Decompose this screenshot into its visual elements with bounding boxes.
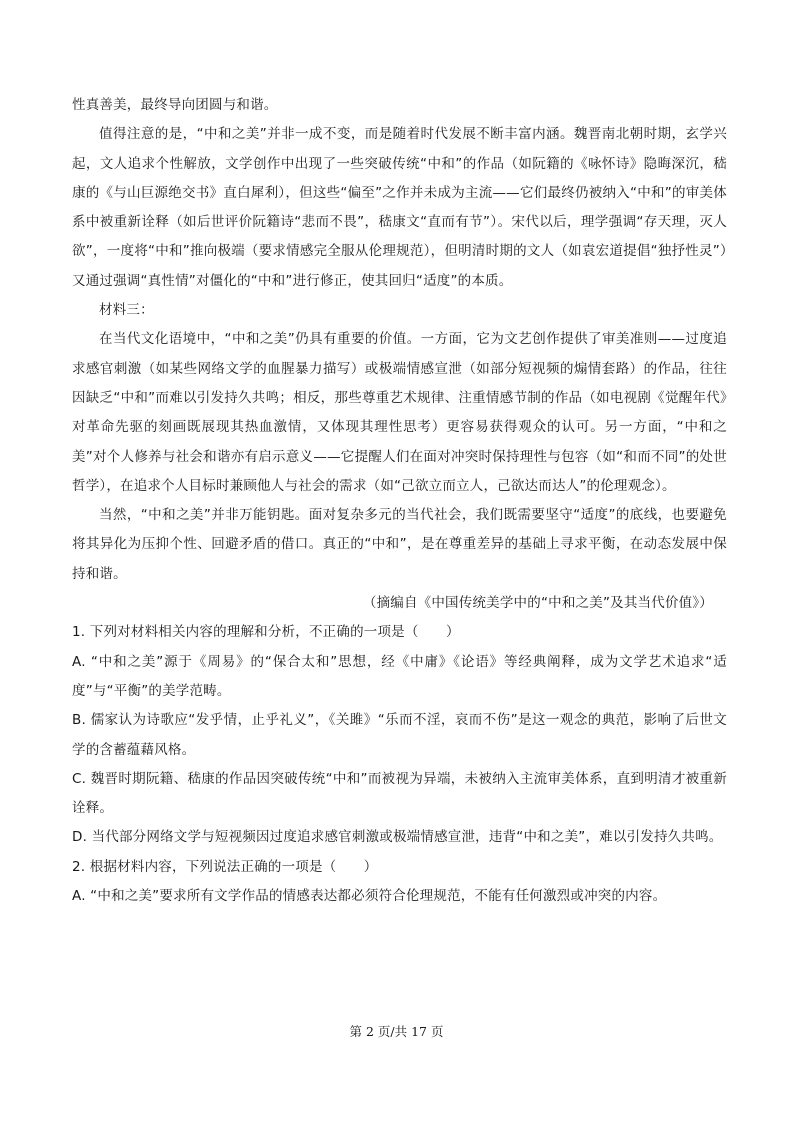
source-citation: （摘编自《中国传统美学中的“中和之美”及其当代价值》）	[362, 595, 713, 612]
paragraph-evolution: 值得注意的是，“中和之美”并非一成不变，而是随着时代发展不断丰富内涵。魏晋南北朝时期，玄学兴起，文人追求个性解放，文学创作中出现了一些突破传统“中和”的作品（如阮籍的《咏怀诗》隐晦深沉，嵇康的《与山巨源绝交书》直白犀利），但这些“偏至”之作并未成为主流——它们最终仍被纳入“中和”的审美体系中被重新诠释（如后世评价阮籍诗“悲而不畏”，嵇康文“直而有节”）。宋代以后，理学强调“存天理，灭人欲”，一度将“中和”推向极端（要求情感完全服从伦理规范），但明清时期的文人（如袁宏道提倡“独抒性灵”）又通过强调“真性情”对僵化的“中和”进行修正，使其回归“适度”的本质。	[72, 126, 727, 289]
paragraph-limitations: 当然，“中和之美”并非万能钥匙。面对复杂多元的当代社会，我们既需要坚守“适度”的底线，也要避免将其异化为压抑个性、回避矛盾的借口。真正的“中和”，是在尊重差异的基础上寻求平衡，在动态发展中保持和谐。	[72, 507, 727, 582]
question-2-option-a: A. “中和之美”要求所有文学作品的情感表达都必须符合伦理规范，不能有任何激烈或冲突的内容。	[72, 888, 667, 905]
page-number-footer: 第 2 页/共 17 页	[349, 1024, 444, 1039]
question-1-stem: 1. 下列对材料相关内容的理解和分析，不正确的一项是（ ）	[72, 624, 460, 641]
material-three-heading: 材料三：	[99, 302, 154, 319]
paragraph-continuation: 性真善美，最终导向团圆与和谐。	[72, 97, 278, 113]
question-1-option-c: C. 魏晋时期阮籍、嵇康的作品因突破传统“中和”而被视为异端，未被纳入主流审美体系，直到明清才被重新诠释。	[72, 770, 727, 817]
paragraph-contemporary-value: 在当代文化语境中，“中和之美”仍具有重要的价值。一方面，它为文艺创作提供了审美准则——过度追求感官刺激（如某些网络文学的血腥暴力描写）或极端情感宣泄（如部分短视频的煽情套路）的作品，往往因缺乏“中和”而难以引发持久共鸣；相反，那些尊重艺术规律、注重情感节制的作品（如电视剧《觉醒年代》对革命先驱的刻画既展现其热血激情，又体现其理性思考）更容易获得观众的认可。另一方面，“中和之美”对个人修养与社会和谐亦有启示意义——它提醒人们在面对冲突时保持理性与包容（如“和而不同”的处世哲学），在追求个人目标时兼顾他人与社会的需求（如“己欲立而立人，己欲达而达人”的伦理观念）。	[72, 331, 727, 494]
question-2-stem: 2. 根据材料内容，下列说法正确的一项是（ ）	[72, 858, 378, 875]
question-1-option-b: B. 儒家认为诗歌应“发乎情，止乎礼义”，《关雎》“乐而不淫，哀而不伤”是这一观念的典范，影响了后世文学的含蓄蕴藉风格。	[72, 712, 727, 758]
page-body	[72, 91, 727, 911]
question-1-option-a: A. “中和之美”源于《周易》的“保合太和”思想，经《中庸》《论语》等经典阐释，成为文学艺术追求“适度”与“平衡”的美学范畴。	[72, 653, 727, 699]
question-1-option-d: D. 当代部分网络文学与短视频因过度追求感官刺激或极端情感宣泄，违背“中和之美”，难以引发持久共鸣。	[72, 829, 723, 846]
